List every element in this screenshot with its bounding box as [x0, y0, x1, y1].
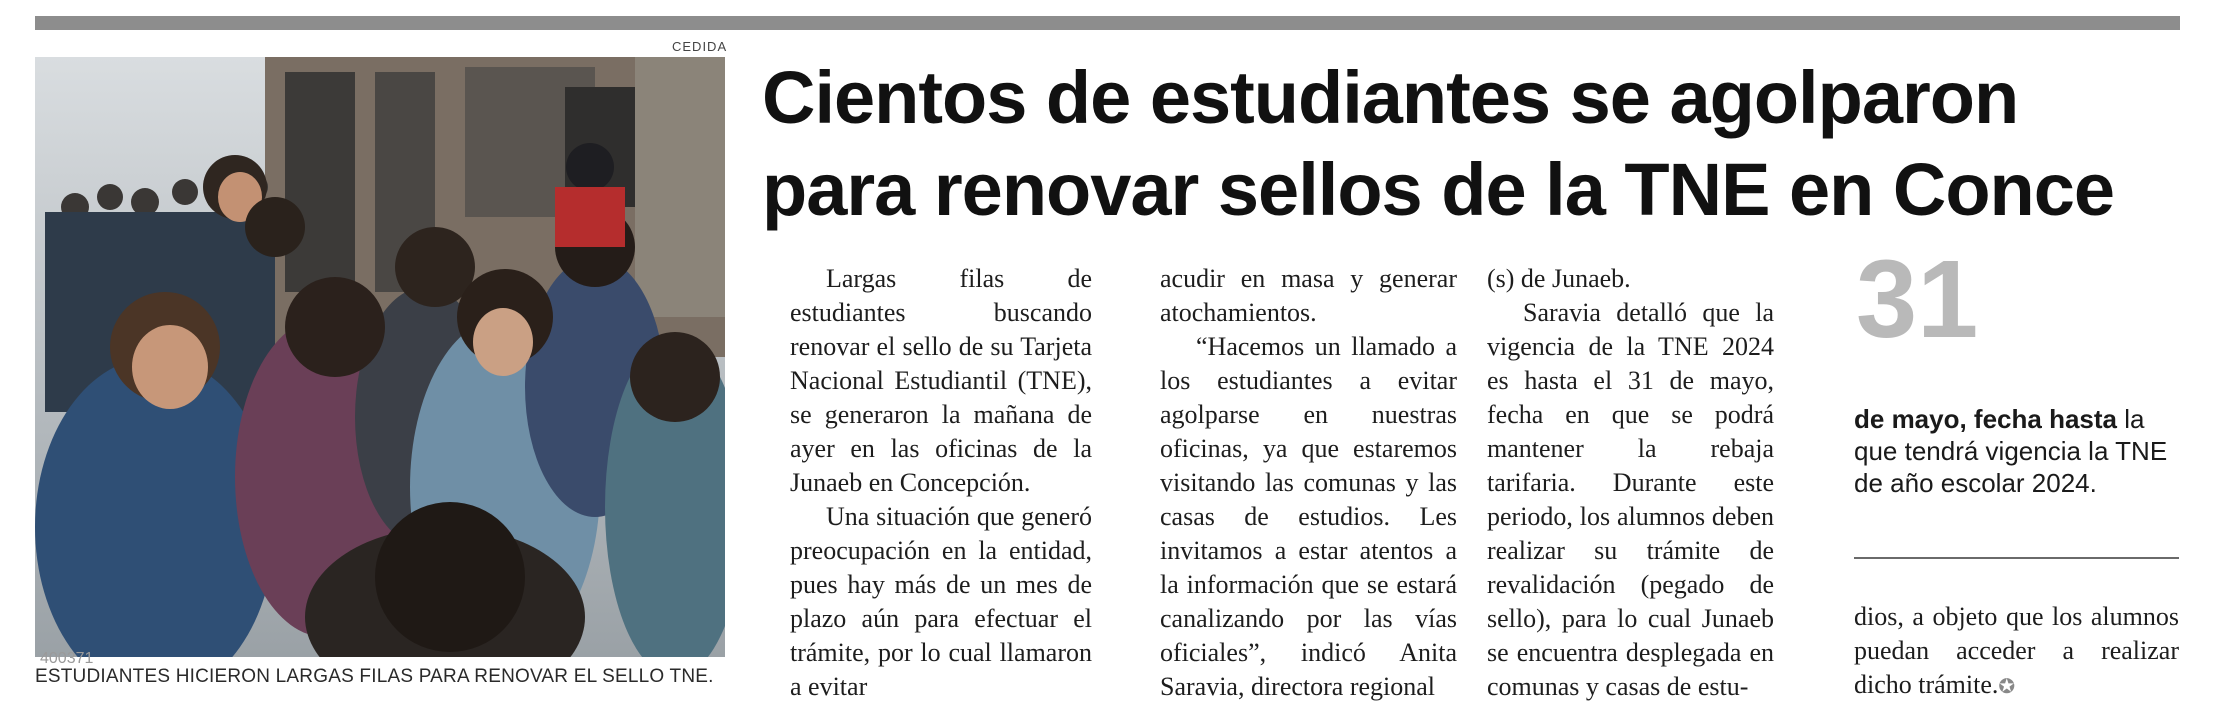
- end-mark-icon: ✪: [1998, 676, 2016, 698]
- photo-id: 400371: [40, 650, 94, 667]
- paragraph: “Hacemos un llamado a los estudiantes a evitar agolparse en nuestras oficinas, ya que estaremos visitando las comunas y las casas de estudios. Les invitamos a estar atentos a la información que se estará canalizando por las vías oficiales”, indicó Anita Saravia, directora regional: [1160, 332, 1457, 701]
- article-column-2: [1160, 262, 1457, 704]
- paragraph: [1854, 600, 2179, 704]
- top-rule: [35, 16, 2180, 30]
- paragraph: Una situación que generó preocupación en la entidad, pues hay más de un mes de plazo aún para efectuar el trámite, por lo cual llamaron a evitar: [790, 502, 1092, 701]
- article-column-1: [790, 262, 1092, 704]
- paragraph: (s) de Junaeb.: [1487, 264, 1631, 293]
- article-column-4: [1854, 600, 2179, 704]
- paragraph: Largas filas de estudiantes buscando renovar el sello de su Tarjeta Nacional Estudiantil (TNE), se generaron la mañana de ayer en las oficinas de la Junaeb en Concepción.: [790, 264, 1092, 497]
- headline: [762, 52, 2182, 236]
- headline-line-1: Cientos de estudiantes se agolparon: [762, 56, 2019, 139]
- callout-rest: la que tendrá vigencia la TNE de año escolar 2024.: [1854, 404, 2168, 498]
- callout-text: [1854, 403, 2184, 499]
- paragraph: acudir en masa y generar atochamientos.: [1160, 264, 1457, 327]
- news-photo: [35, 57, 725, 657]
- callout-number: 31: [1856, 238, 1979, 361]
- students-queue-illustration: [35, 57, 725, 657]
- headline-line-2: para renovar sellos de la TNE en Conce: [762, 148, 2115, 231]
- paragraph-text: dios, a objeto que los alumnos puedan acceder a realizar dicho trámite.: [1854, 602, 2179, 699]
- callout-bold: de mayo, fecha hasta: [1854, 404, 2117, 434]
- paragraph: Saravia detalló que la vigencia de la TNE 2024 es hasta el 31 de mayo, fecha en que se podrá mantener la rebaja tarifaria. Durante este periodo, los alumnos deben realizar su trámite de revalidación (pegado de sello), para lo cual Junaeb se encuentra desplegada en comunas y casas de estu-: [1487, 298, 1774, 701]
- callout-divider: [1854, 557, 2179, 559]
- photo-credit: CEDIDA: [672, 39, 728, 54]
- photo-caption: ESTUDIANTES HICIERON LARGAS FILAS PARA RENOVAR EL SELLO TNE.: [35, 666, 714, 687]
- article-column-3: [1487, 262, 1774, 704]
